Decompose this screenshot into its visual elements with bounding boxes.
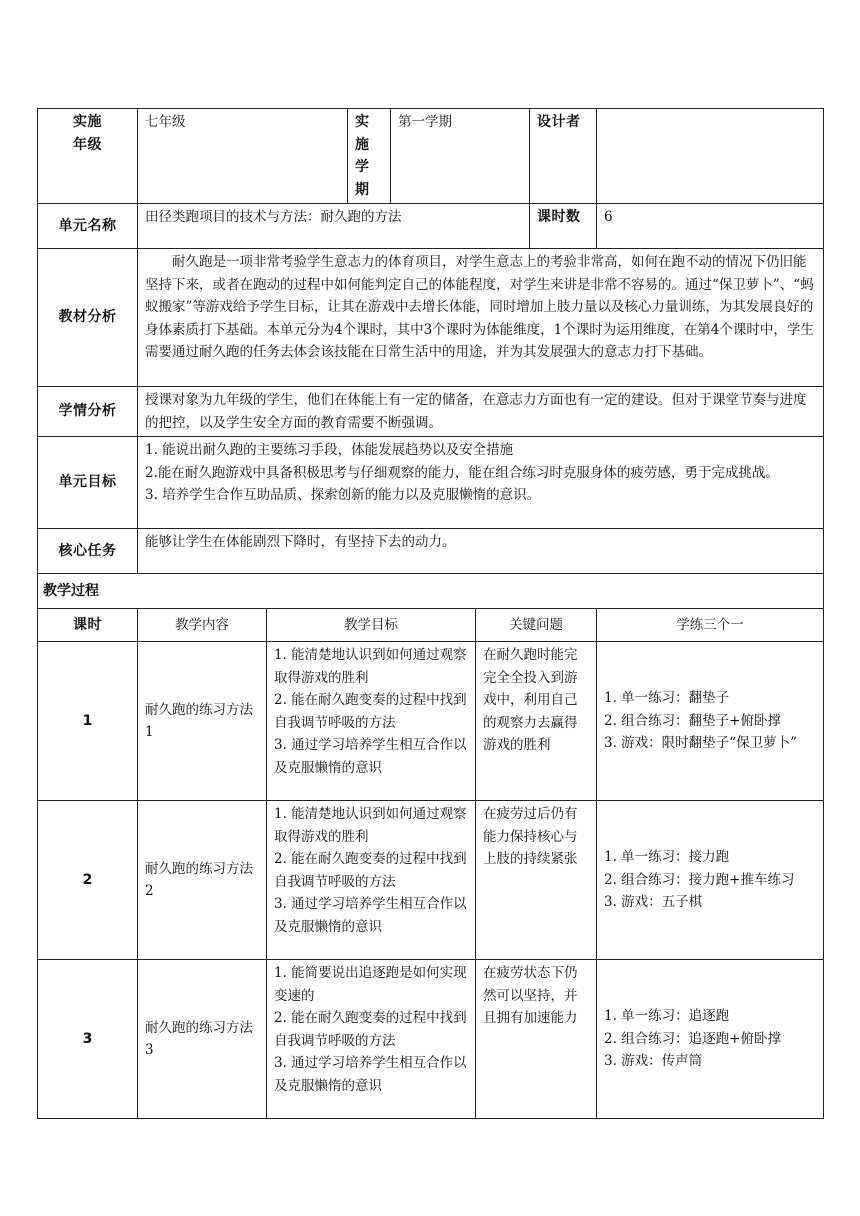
unit-design-sheet <box>37 108 823 1119</box>
material-analysis-text: 耐久跑是一项非常考验学生意志力的体育项目，对学生意志上的考验非常高，如何在跑不动的情况下仍旧能坚持下来，或者在跑动的过程中如何能判定自己的体能程度，对学生来讲是非常不容易的。通过“保卫萝卜”、“蚂蚁搬家”等游戏给予学生目标，让其在游戏中去增长体能，同时增加上肢力量以及核心力量训练，为其发展良好的身体素质打下基础。本单元分为4个课时，其中3个课时为体能维度，1个课时为运用维度，在第4个课时中，学生需要通过耐久跑的任务去体会该技能在日常生活中的用途，并为其发展强大的意志力打下基础。 <box>138 249 824 387</box>
lesson-goals: 1. 能清楚地认识到如何通过观察取得游戏的胜利 2. 能在耐久跑变奏的过程中找到自我调节呼吸的方法 3. 通过学习培养学生相互合作以及克服懒惰的意识 <box>267 642 476 801</box>
table-row <box>38 801 824 960</box>
row-core-task <box>38 529 824 574</box>
table-row <box>38 960 824 1119</box>
row-grade-term <box>38 109 824 204</box>
row-material-analysis <box>38 249 824 387</box>
lesson-question: 在疲劳状态下仍然可以坚持，并且拥有加速能力 <box>476 960 597 1119</box>
lesson-practice: 1. 单一练习：追逐跑 2. 组合练习：追逐跑+俯卧撑 3. 游戏：传声筒 <box>597 960 824 1119</box>
term-value: 第一学期 <box>391 109 530 204</box>
unit-goal-item: 1. 能说出耐久跑的主要练习手段，体能发展趋势以及安全措施 <box>145 442 514 458</box>
hours-value: 6 <box>597 204 824 249</box>
header-lesson: 课时 <box>38 609 138 642</box>
grade-label: 实施 年级 <box>38 109 138 204</box>
hours-label: 课时数 <box>530 204 597 249</box>
lesson-goals: 1. 能简要说出追逐跑是如何实现变速的 2. 能在耐久跑变奏的过程中找到自我调节呼吸的方法 3. 通过学习培养学生相互合作以及克服懒惰的意识 <box>267 960 476 1119</box>
learner-analysis-text: 授课对象为九年级的学生，他们在体能上有一定的储备，在意志力方面也有一定的建设。但对于课堂节奏与进度的把控，以及学生安全方面的教育需要不断强调。 <box>138 387 824 437</box>
core-task-text: 能够让学生在体能剧烈下降时，有坚持下去的动力。 <box>138 529 824 574</box>
lesson-content: 耐久跑的练习方法 2 <box>138 801 267 960</box>
lesson-number: 3 <box>38 960 138 1119</box>
designer-value <box>597 109 824 204</box>
term-label: 实施 学期 <box>348 109 391 204</box>
row-unit-goals <box>38 437 824 529</box>
unit-goals-list <box>138 437 824 529</box>
lesson-practice: 1. 单一练习：接力跑 2. 组合练习：接力跑+推车练习 3. 游戏：五子棋 <box>597 801 824 960</box>
header-practice: 学练三个一 <box>597 609 824 642</box>
unit-name-label: 单元名称 <box>38 204 138 249</box>
lesson-content: 耐久跑的练习方法 3 <box>138 960 267 1119</box>
material-analysis-label: 教材分析 <box>38 249 138 387</box>
unit-goal-item: 3. 培养学生合作互助品质、探索创新的能力以及克服懒惰的意识。 <box>145 487 541 503</box>
process-title: 教学过程 <box>38 574 824 609</box>
header-question: 关键问题 <box>476 609 597 642</box>
unit-design-table <box>37 108 824 1119</box>
core-task-label: 核心任务 <box>38 529 138 574</box>
header-goals: 教学目标 <box>267 609 476 642</box>
lesson-content: 耐久跑的练习方法 1 <box>138 642 267 801</box>
lesson-number: 2 <box>38 801 138 960</box>
designer-label: 设计者 <box>530 109 597 204</box>
lesson-goals: 1. 能清楚地认识到如何通过观察取得游戏的胜利 2. 能在耐久跑变奏的过程中找到自我调节呼吸的方法 3. 通过学习培养学生相互合作以及克服懒惰的意识 <box>267 801 476 960</box>
grade-value: 七年级 <box>138 109 348 204</box>
unit-name-value: 田径类跑项目的技术与方法：耐久跑的方法 <box>138 204 530 249</box>
process-header-row <box>38 609 824 642</box>
lesson-number: 1 <box>38 642 138 801</box>
lesson-practice: 1. 单一练习：翻垫子 2. 组合练习：翻垫子+俯卧撑 3. 游戏：限时翻垫子“保卫萝卜” <box>597 642 824 801</box>
unit-goal-item: 2.能在耐久跑游戏中具备积极思考与仔细观察的能力，能在组合练习时克服身体的疲劳感，勇于完成挑战。 <box>145 464 779 481</box>
table-row <box>38 642 824 801</box>
header-content: 教学内容 <box>138 609 267 642</box>
learner-analysis-label: 学情分析 <box>38 387 138 437</box>
row-learner-analysis <box>38 387 824 437</box>
row-unit-name <box>38 204 824 249</box>
unit-goals-label: 单元目标 <box>38 437 138 529</box>
lesson-question: 在耐久跑时能完完全全投入到游戏中，利用自己的观察力去赢得游戏的胜利 <box>476 642 597 801</box>
row-process-title <box>38 574 824 609</box>
lesson-question: 在疲劳过后仍有能力保持核心与上肢的持续紧张 <box>476 801 597 960</box>
